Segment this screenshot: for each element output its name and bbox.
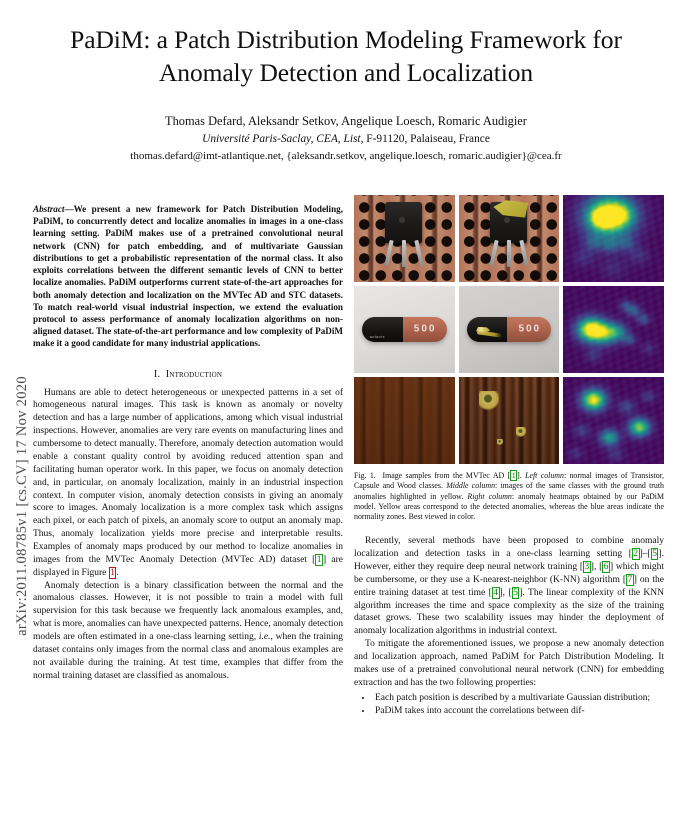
left-column [33, 203, 343, 682]
section-numeral: I. [153, 368, 161, 380]
anomaly-heatmap-canvas [563, 195, 664, 282]
rw-text-c: ] which might be cumbersome, or they use a K-nearest-neighbor (K-NN) algorithm [ [354, 562, 664, 585]
abstract-dash: — [64, 204, 74, 214]
transistor-body [385, 202, 422, 243]
capsule-dose-text: 500 [518, 323, 542, 335]
figure-ref-link[interactable]: 1 [110, 567, 115, 578]
citation-link-1[interactable]: 1 [316, 554, 322, 565]
figure-cell-wood-heatmap [563, 377, 664, 464]
abstract [33, 203, 343, 350]
figure-cell-transistor-normal [354, 195, 455, 282]
intro-p2-text-b: , when the training dataset contains only images from the normal class and anomalous examples are not available during the training. At test time, examples that differ from the normal training dataset are classified as anomalous. [33, 631, 344, 681]
caption-right-column-label: Right column [467, 491, 512, 501]
capsule-object [362, 317, 447, 341]
figure-cell-capsule-normal [354, 286, 455, 373]
abstract-text: We present a new framework for Patch Distribution Modeling, PaDiM, to concurrently detect and localize anomalies in images in a one-class learning setting. PaDiM makes use of a pretrained convolutional neural network (CNN) for patch embedding, and of multivariate Gaussian distributions to get a probabilistic representation of the normal class. It also exploits correlations between the different semantic levels of CNN to better localize anomalies. PaDiM outperforms current state-of-the-art approaches for both anomaly detection and localization on the MVTec AD and STC datasets. To match real-world visual industrial inspection, we extend the evaluation protocol to assess performance of anomaly localization algorithms on non-aligned dataset. The state-of-the-art performance and low complexity of PaDiM make it a good candidate for many industrial applications. [33, 204, 343, 349]
figure-cell-wood-anomalous [459, 377, 560, 464]
figure-label: Fig. 1. [354, 471, 376, 480]
capsule-object [467, 317, 552, 341]
anomaly-heatmap-canvas [563, 377, 664, 464]
affiliation-institution: Université Paris-Saclay, CEA, List [202, 133, 361, 146]
caption-middle-column-label: Middle column [446, 481, 496, 491]
transistor-leg [402, 240, 406, 267]
caption-text-c: : normal images of Transistor, Capsule and Wood classes. [354, 471, 665, 491]
rw-text-d: ] on the entire training dataset at test time [ [354, 574, 664, 598]
citation-link-1[interactable]: 1 [511, 471, 516, 480]
arxiv-stamp: arXiv:2011.08785v1 [cs.CV] 17 Nov 2020 [14, 376, 30, 636]
figure-cell-capsule-anomalous [459, 286, 560, 373]
caption-text-e: : anomaly heatmaps obtained by our PaDiM model. Yellow areas correspond to the detected anomalies, whereas the blue areas indicate the normality zones. Best viewed in color. [354, 491, 665, 522]
citation-link-3[interactable]: 3 [584, 562, 590, 573]
anomaly-heatmap-canvas [563, 286, 664, 373]
section-heading-introduction [33, 369, 343, 380]
affiliation-address: , F-91120, Palaiseau, France [360, 133, 490, 146]
citation-link-5b[interactable]: 5 [513, 587, 518, 598]
abstract-label: Abstract [33, 204, 65, 214]
figure-image-grid [354, 195, 664, 464]
right-column [354, 195, 664, 717]
affiliation [34, 131, 658, 148]
ground-truth-anomaly-mask [516, 427, 526, 437]
rw-text-a: Recently, several methods have been proposed to combine anomaly localization and detection tasks in a one-class learning setting [ [354, 536, 664, 560]
ground-truth-anomaly-mask [479, 391, 499, 410]
intro-paragraph-2 [33, 580, 343, 683]
intro-p1-text-b: ] are displayed in Figure [33, 554, 343, 578]
rw-sep-3: ], [ [499, 587, 512, 598]
author-emails: thomas.defard@imt-atlantique.net, {aleksandr.setkov, angelique.loesch, romaric.audigier}@cea.fr [130, 149, 562, 162]
figure-cell-wood-normal [354, 377, 455, 464]
caption-text-d: : images of the same classes with the ground truth anomalies highlighted in yellow. [354, 481, 664, 501]
title-block [34, 24, 658, 164]
contribution-paragraph: To mitigate the aforementioned issues, we propose a new anomaly detection and localization approach, named PaDiM for Patch Distribution Modeling. It makes use of a pretrained convolutional neural network (CNN) for embedding extraction and has the two following properties: [354, 639, 664, 688]
list-item: • Each patch position is described by a multivariate Gaussian distribution; [373, 692, 664, 705]
figure-1 [354, 195, 664, 522]
citation-link-7[interactable]: 7 [627, 574, 633, 585]
figure-cell-transistor-heatmap [563, 195, 664, 282]
citation-link-6[interactable]: 6 [603, 562, 609, 573]
list-item: • PaDiM takes into account the correlations between dif- [373, 705, 664, 718]
figure-cell-transistor-anomalous [459, 195, 560, 282]
ground-truth-anomaly-mask [497, 439, 503, 445]
intro-p2-ie: i.e. [258, 631, 271, 642]
contribution-bullet-list [354, 692, 664, 718]
citation-link-4[interactable]: 4 [493, 587, 498, 598]
citation-link-2[interactable]: 2 [633, 549, 639, 560]
capsule-brand-text: actavis [369, 333, 385, 339]
intro-p1-text-a: Humans are able to detect heterogeneous or unexpected patterns in a set of homogeneous natural images. This task is known as anomaly or novelty detection and has a large number of applications, among which visual industrial inspections. However, anomalies are very rare events on manufacturing lines and cumbersome to detect manually. Therefore, anomaly detection automation would enable a constant quality control by avoiding reduced attention span and facilitating human operator work. In this paper, we focus on anomaly detection and, in particular, on anomaly localization, mainly in an industrial inspection context. In computer vision, anomaly detection consists in giving an anomaly score to images. Anomaly localization is a more complex task which assigns each pixel, or each patch of pixels, an anomaly score to output an anomaly map. Thus, anomaly localization yields more precise and interpretable results. Examples of anomaly maps produced by our method to localize anomalies in images from the MVTec Anomaly Detection (MVTec AD) dataset [ [33, 387, 343, 565]
figure-caption [354, 471, 664, 522]
author-list: Thomas Defard, Aleksandr Setkov, Angelique Loesch, Romaric Audigier [165, 114, 527, 129]
rw-text-e: ]. The linear complexity of the KNN algorithm increases the time and space complexity as the size of the training dataset grows. These two scalability issues may hinder the deployment of anomaly localization algorithms in industrial context. [354, 587, 665, 637]
intro-paragraph-1 [33, 387, 343, 580]
section-name: Introduction [165, 368, 223, 380]
capsule-dose-text: 500 [413, 323, 437, 335]
rw-sep-2: ], [ [590, 562, 603, 573]
transistor-leg [507, 240, 511, 267]
intro-p1-text-c: . [116, 567, 119, 578]
rw-sep-1: ]–[ [639, 549, 651, 560]
figure-cell-capsule-heatmap [563, 286, 664, 373]
intro-p2-text-a: Anomaly detection is a binary classification between the normal and the anomalous classes. However, it is not possible to train a model with full supervision for this task because we frequently lack anomalous examples, and, what is more, anomalies can have unexpected patterns. Hence, anomaly detection models are often estimated in a one-class learning setting, [33, 580, 343, 642]
caption-left-column-label: Left column [525, 471, 564, 480]
rw-text-b: ]. However, either they require deep neural network training [ [354, 549, 664, 573]
caption-text-b: ]. [517, 471, 526, 480]
page-title: PaDiM: a Patch Distribution Modeling Framework for Anomaly Detection and Localization [70, 25, 622, 87]
related-work-paragraph [354, 535, 664, 638]
caption-text-a: Image samples from the MVTec AD [ [382, 471, 511, 480]
citation-link-5[interactable]: 5 [652, 549, 657, 560]
